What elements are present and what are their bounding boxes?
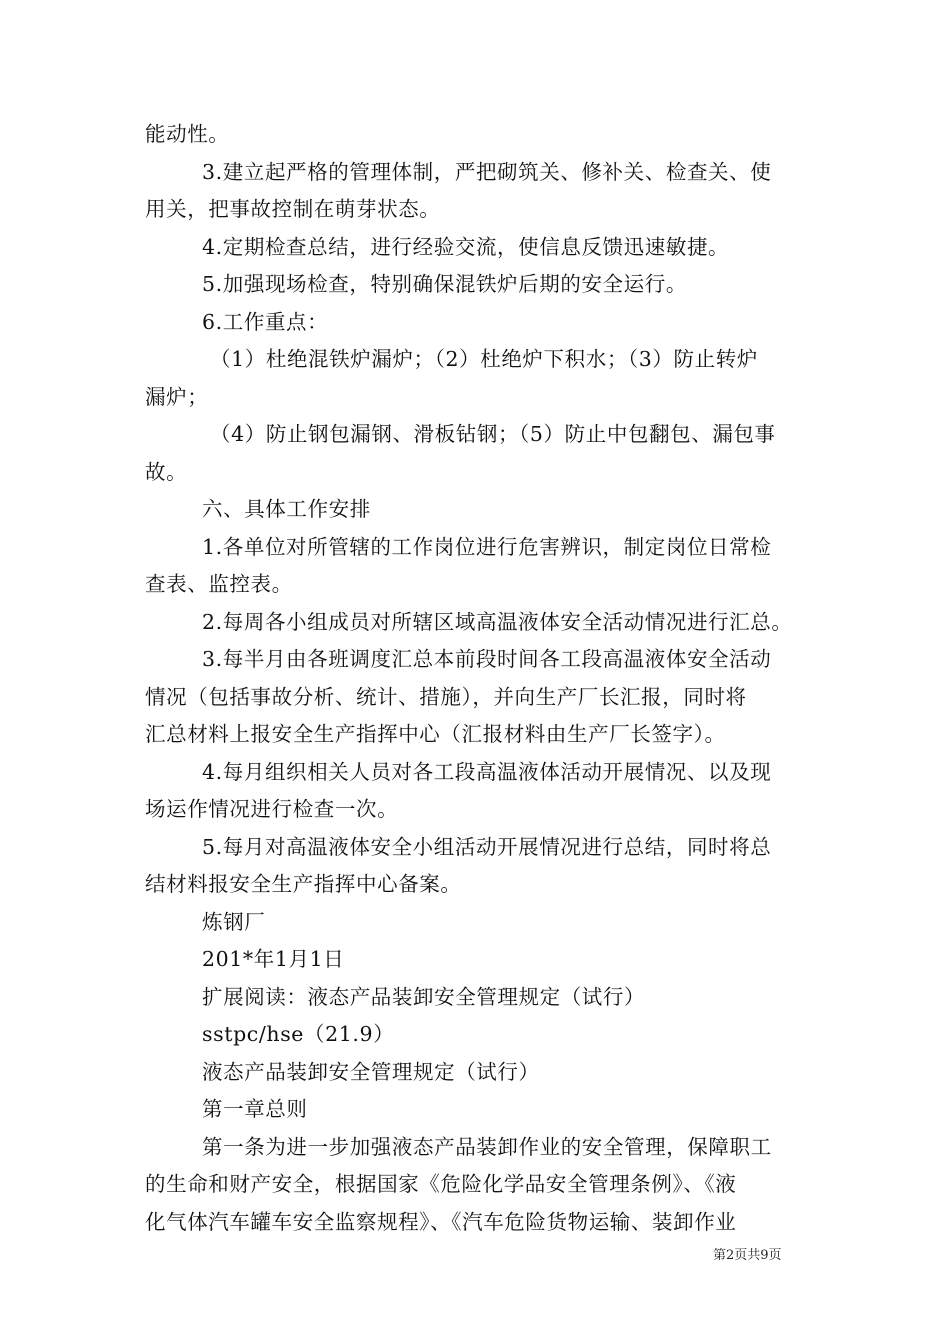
extended-reading-title: 扩展阅读：液态产品装卸安全管理规定（试行） [202,984,646,1009]
document-code: sstpc/hse（21.9） [202,1022,395,1046]
section-heading: 六、具体工作安排 [202,497,371,521]
text-line: 的生命和财产安全，根据国家《危险化学品安全管理条例》、《液 [145,1172,737,1196]
text-line: 2.每周各小组成员对所辖区域高温液体安全活动情况进行汇总。 [202,609,793,634]
text-line: 漏炉； [145,384,209,409]
regulation-title: 液态产品装卸安全管理规定（试行） [202,1059,540,1084]
text-line: 1.各单位对所管辖的工作岗位进行危害辨识，制定岗位日常检 [202,534,772,559]
page-number: 第2页共9页 [713,1248,782,1263]
text-line: 3.建立起严格的管理体制，严把砌筑关、修补关、检查关、使 [202,159,772,184]
text-line: 能动性。 [145,122,230,146]
text-line: 第一条为进一步加强液态产品装卸作业的安全管理，保障职工 [202,1134,772,1159]
text-line: 6.工作重点： [202,309,329,334]
text-line: 5.每月对高温液体安全小组活动开展情况进行总结，同时将总 [202,834,772,859]
text-line: 4.每月组织相关人员对各工段高温液体活动开展情况、以及现 [202,759,772,784]
text-line: 4.定期检查总结，进行经验交流，使信息反馈迅速敏捷。 [202,234,730,259]
text-line: 故。 [145,459,188,484]
text-line: 3.每半月由各班调度汇总本前段时间各工段高温液体安全活动 [202,647,772,671]
text-line: 场运作情况进行检查一次。 [145,797,399,821]
chapter-heading: 第一章总则 [202,1097,308,1121]
text-line: 结材料报安全生产指挥中心备案。 [145,872,462,896]
signature-org: 炼钢厂 [202,909,266,934]
document-body [145,116,815,1241]
text-line: 情况（包括事故分析、统计、措施），并向生产厂长汇报，同时将 [145,684,747,709]
text-line: 用关，把事故控制在萌芽状态。 [145,197,441,221]
text-line: 5.加强现场检查，特别确保混铁炉后期的安全运行。 [202,272,687,296]
text-line: 查表、监控表。 [145,572,293,596]
text-line: （4）防止钢包漏钢、滑板钻钢；（5）防止中包翻包、漏包事 [210,422,776,446]
text-line: 汇总材料上报安全生产指挥中心（汇报材料由生产厂长签字）。 [145,722,726,746]
signature-date: 201*年1月1日 [202,947,345,971]
text-line: 化气体汽车罐车安全监察规程》、《汽车危险货物运输、装卸作业 [145,1209,737,1234]
text-line: （1）杜绝混铁炉漏炉；（2）杜绝炉下积水；（3）防止转炉 [210,347,758,371]
